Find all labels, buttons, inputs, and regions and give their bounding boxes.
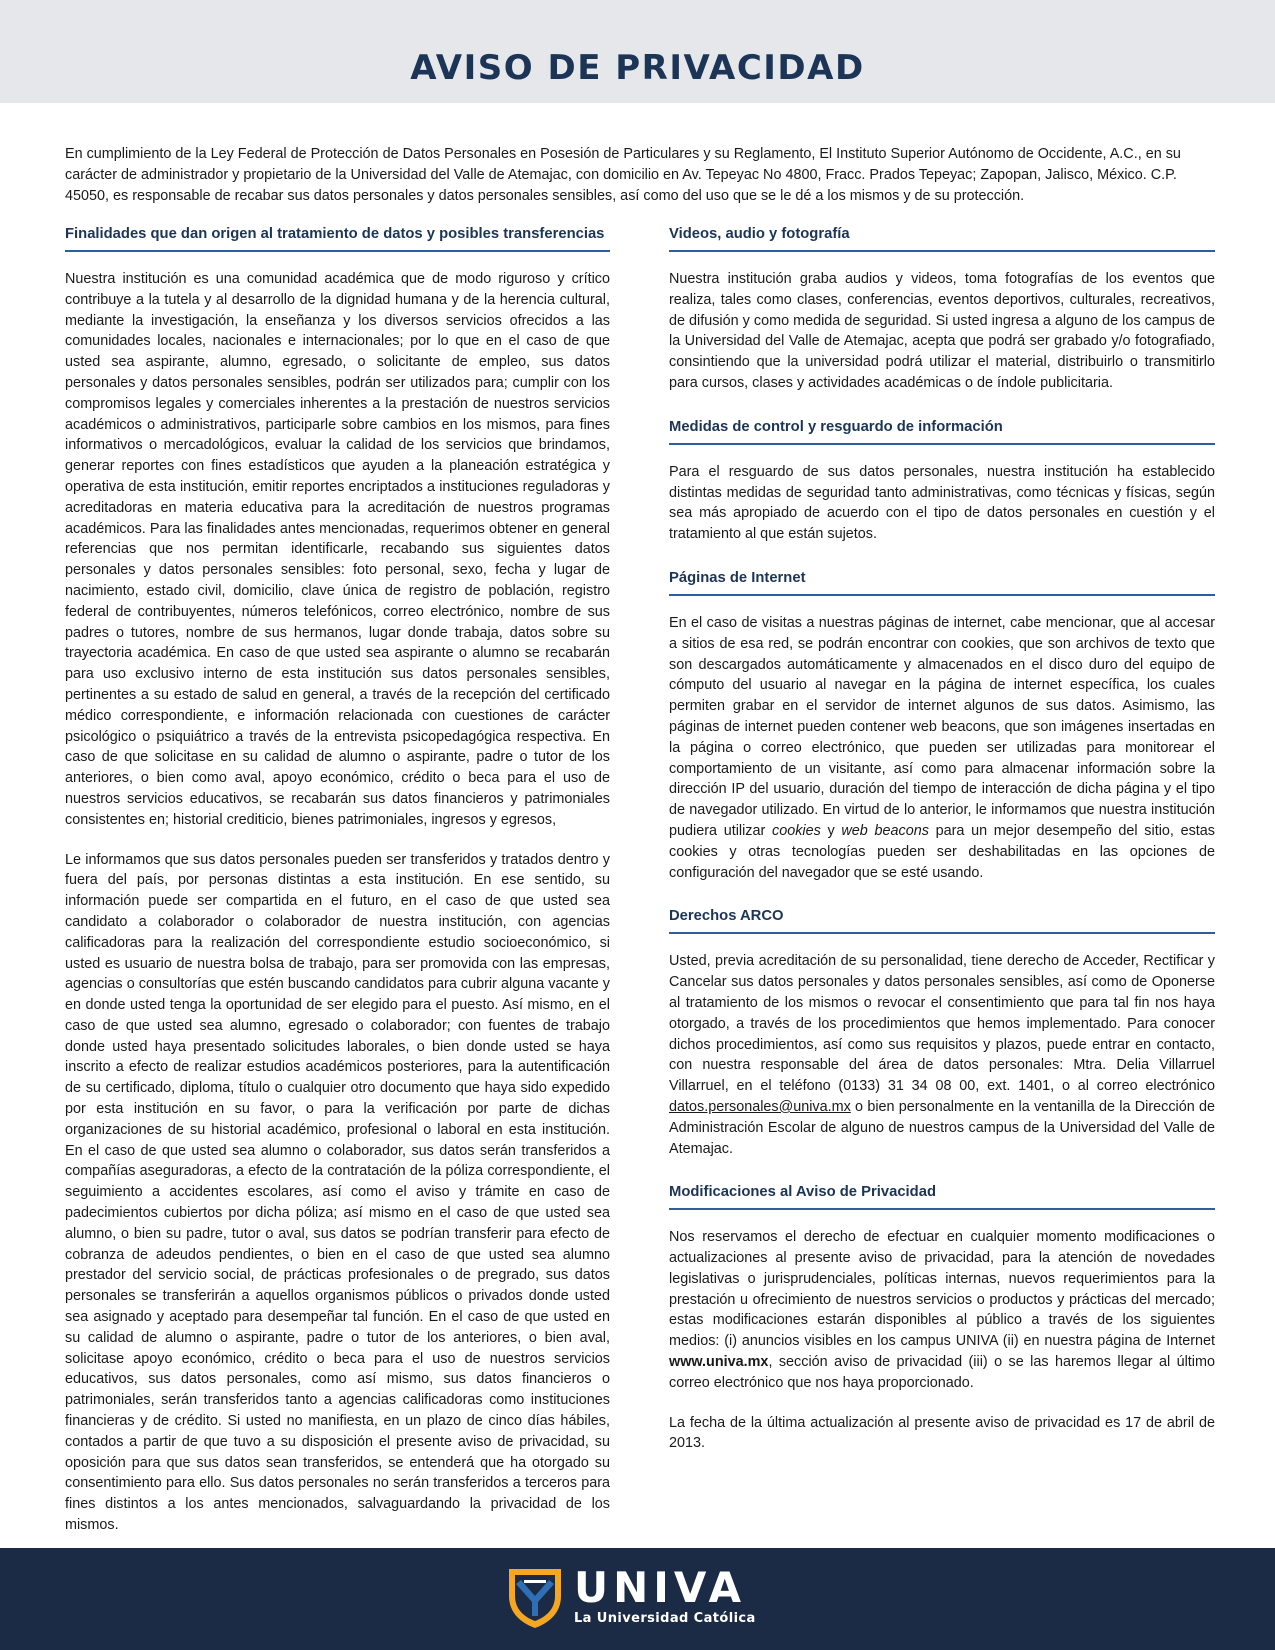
arco-text-end: o bien personalmente en la ventanilla de la Dirección de Administración Escolar de alguno de nuestros campus de la Universidad del Valle de Atemajac. (669, 1098, 1215, 1157)
univa-tagline: La Universidad Católica (574, 1611, 756, 1626)
univa-logo (506, 1563, 772, 1630)
videos-paragraph: Nuestra institución graba audios y videos, toma fotografías de los eventos que realiza, tales como clases, conferencias, eventos deportivos, culturales, recreativos, de difusión y como medida de seguridad. Si usted ingresa a alguno de los campus de la Universidad del Valle de Atemajac, acepta que podrá ser grabado y/o fotografiado, consintiendo que la universidad podrá utilizar el material, distribuirlo o transmitirlo para cursos, clases y actividades académicas o de índole publicitaria. (669, 271, 1215, 391)
last-update-text: La fecha de la última actualización al presente aviso de privacidad es 17 de abril de 2013. (669, 1414, 1215, 1452)
paginas-conjunction: y (820, 822, 842, 839)
univa-wordmark: UNIVA (574, 1563, 747, 1612)
section-finalidades (65, 222, 610, 1536)
finalidades-paragraph-1: Nuestra institución es una comunidad académica que de modo riguroso y crítico contribuye a la tutela y al desarrollo de la dignidad humana y de la herencia cultural, mediante la investigación, la enseñanza y los diversos servicios ofrecidos a las comunidades locales, nacionales e internacionales; por lo que en el caso de que usted sea aspirante, alumno, egresado, o solicitante de empleo, sus datos personales y datos personales sensibles, podrán ser utilizados para; cumplir con los compromisos legales y comerciales inherentes a la prestación de nuestros servicios académicos o administrativos, participarle sobre cambios en los mismos, para fines informativos o mercadológicos, evaluar la calidad de los servicios que brindamos, generar reportes con fines estadísticos que ayuden a la planeación estratégica y operativa de esta institución, emitir reportes encriptados a instituciones reguladoras y acreditadoras en materia educativa para la acreditación de nuestros programas académicos. Para las finalidades antes mencionadas, requerimos obtener en general referencias que nos permitan identificarle, recabando sus siguientes datos personales y datos personales sensibles: foto personal, sexo, fecha y lugar de nacimiento, estado civil, domicilio, clave única de registro de población, registro federal de contribuyentes, números telefónicos, correo electrónico, nombre de sus padres o tutores, nombre de sus hermanos, lugar donde trabaja, datos sobre su trayectoria académica. En caso de que usted sea aspirante o alumno se recabarán para uso exclusivo interno de esta institución sus datos personales sensibles, pertinentes a su estado de salud en general, a través de la recepción del certificado médico correspondiente, e información relacionada con cuestiones de carácter psicológico o psiquiátrico a través de la entrevista psicopedagógica respectiva. En caso de que solicitase en su calidad de alumno o aspirante, padre o tutor de los anteriores, o bien como aval, apoyo económico, crédito o beca para el uso de nuestros servicios educativos, se recabarán sus datos financieros y patrimoniales consistentes en; historial crediticio, bienes patrimoniales, ingresos y egresos, (65, 271, 610, 828)
arco-paragraph (669, 951, 1215, 1159)
section-heading-arco: Derechos ARCO (669, 904, 1215, 934)
email-link[interactable]: datos.personales@univa.mx (669, 1098, 851, 1115)
finalidades-paragraph-2: Le informamos que sus datos personales pueden ser transferidos y tratados dentro y fuera del país, por personas distintas a esta institución. En ese sentido, su información puede ser compartida en el futuro, en el caso de que usted sea candidato a colaborador o colaborador de nuestra institución, con agencias calificadoras para la realización del correspondiente estudio socioeconómico, si usted es usuario de nuestra bolsa de trabajo, para ser promovida con las empresas, agencias o consultorías que estén buscando candidatos para cubrir alguna vacante y en donde usted tenga la oportunidad de ser elegido para el puesto. Así mismo, en el caso de que usted sea alumno, egresado o colaborador; con fuentes de trabajo donde usted haya presentado solicitudes laborales, o bien donde usted se haya inscrito a efecto de realizar estudios académicos posteriores, para la autentificación de su certificado, diploma, título o cualquier otro documento que haya sido expedido por esta institución en su favor, o para la verificación por parte de dichas organizaciones de su historial académico, profesional o laboral en esta institución. En el caso de que usted sea alumno o colaborador, sus datos serán transferidos a compañías aseguradoras, a efecto de la contratación de la póliza correspondiente, el seguimiento a accidentes escolares, así como el aviso y trámite en caso de padecimientos cubiertos por dicha póliza; así mismo en el caso de que usted sea alumno, o bien su padre, tutor o aval, sus datos se podrían transferir para efecto de cobranza de adeudos pendientes, o bien en el caso de que usted sea alumno prestador del servicio social, de prácticas profesionales o de pregrado, sus datos personales se transferirán a aquellos organismos públicos o privados donde usted sea asignado y aceptado para desempeñar tal función. En el caso de que usted en su calidad de alumno o aspirante, padre o tutor de los anteriores, o bien aval, solicitase apoyo económico, crédito o beca para el uso de nuestros servicios educativos, sus datos personales, como así mismo, sus datos financieros o patrimoniales, serán transferidos tanto a agencias calificadoras como instituciones financieras y de crédito. Si usted no manifiesta, en un plazo de cinco días hábiles, contados a partir de que tuvo a su disposición el presente aviso de privacidad, su oposición para que sus datos sean transferidos, se entenderá que ha otorgado su consentimiento para ello. Sus datos personales no serán transferidos a terceros para fines distintos a los antes mencionados, salvaguardando la privacidad de los mismos. (65, 851, 610, 1534)
section-medidas (669, 415, 1215, 545)
left-column (65, 222, 610, 1536)
intro-paragraph: En cumplimiento de la Ley Federal de Protección de Datos Personales en Posesión de Particulares y su Reglamento, El Instituto Superior Autónomo de Occidente, A.C., en su carácter de administrador y propietario de la Universidad del Valle de Atemajac, con domicilio en Av. Tepeyac No 4800, Fracc. Prados Tepeyac; Zapopan, Jalisco, México. C.P. 45050, es responsable de recabar sus datos personales y datos personales sensibles, así como del uso que se le dé a los mismos y de su protección. (65, 146, 1181, 204)
section-heading-finalidades: Finalidades que dan origen al tratamiento de datos y posibles transferencias (65, 222, 610, 252)
section-videos (669, 222, 1215, 394)
page-title: AVISO DE PRIVACIDAD (410, 48, 865, 88)
website-text: www.univa.mx (669, 1354, 769, 1371)
paginas-text-end: para un mejor desempeño del sitio, estas cookies y otras tecnologías pueden ser deshabilitadas en las opciones de configuración del navegador que se esté usando. (669, 822, 1215, 881)
section-paginas (669, 566, 1215, 883)
section-heading-paginas: Páginas de Internet (669, 566, 1215, 596)
medidas-paragraph: Para el resguardo de sus datos personales, nuestra institución ha establecido distintas medidas de seguridad tanto administrativas, como técnicas y físicas, según sea más apropiado de acuerdo con el tipo de datos personales en cuestión y el tratamiento al que están sujetos. (669, 463, 1215, 543)
section-modificaciones (669, 1180, 1215, 1454)
cookies-term: cookies (772, 822, 821, 839)
paginas-paragraph (669, 613, 1215, 883)
right-column (669, 222, 1215, 1454)
modificaciones-text-start: Nos reservamos el derecho de efectuar en cualquier momento modificaciones o actualizaciones al presente aviso de privacidad, para la atención de novedades legislativas o jurisprudenciales, políticas internas, nuevos requerimientos para la prestación u ofrecimiento de nuestros servicios o productos y prácticas del mercado; estas modificaciones estarán disponibles al público a través de los siguientes medios: (i) anuncios visibles en los campus UNIVA (ii) en nuestra página de Internet (669, 1229, 1215, 1350)
section-heading-modificaciones: Modificaciones al Aviso de Privacidad (669, 1180, 1215, 1210)
modificaciones-paragraph (669, 1227, 1215, 1393)
web-beacons-term: web beacons (841, 822, 929, 839)
modificaciones-text-end: , sección aviso de privacidad (iii) o se las haremos llegar al último correo electrónico que nos haya proporcionado. (669, 1354, 1215, 1391)
section-heading-videos: Videos, audio y fotografía (669, 222, 1215, 252)
univa-emblem-icon (506, 1566, 564, 1630)
paginas-text-start: En el caso de visitas a nuestras páginas de internet, cabe mencionar, que al accesar a sitios de esa red, se podrán encontrar con cookies, que son archivos de texto que son descargados automáticamente y almacenados en el disco duro del equipo de cómputo del usuario al navegar en la página de internet específica, los cuales permiten grabar en el servidor de internet algunos de sus datos. Asimismo, las páginas de internet pueden contener web beacons, que son imágenes insertadas en la página o correo electrónico, que pueden ser utilizadas para monitorear el comportamiento de un visitante, así como para almacenar información sobre la dirección IP del usuario, duración del tiempo de interacción de dicha página y el tipo de navegador utilizado. En virtud de lo anterior, le informamos que nuestra institución pudiera utilizar (669, 614, 1215, 839)
arco-text-start: Usted, previa acreditación de su personalidad, tiene derecho de Acceder, Rectificar y Cancelar sus datos personales y datos personales sensibles, así como de Oponerse al tratamiento de los mismos o revocar el consentimiento que para tal fin nos haya otorgado, a través de los procedimientos que hemos implementado. Para conocer dichos procedimientos, así como sus requisitos y plazos, puede entrar en contacto, con nuestra responsable del área de datos personales: Mtra. Delia Villarruel Villarruel, en el teléfono (0133) 31 34 08 00, ext. 1401, o al correo electrónico (669, 953, 1215, 1095)
section-heading-medidas: Medidas de control y resguardo de información (669, 415, 1215, 445)
section-arco (669, 904, 1215, 1159)
